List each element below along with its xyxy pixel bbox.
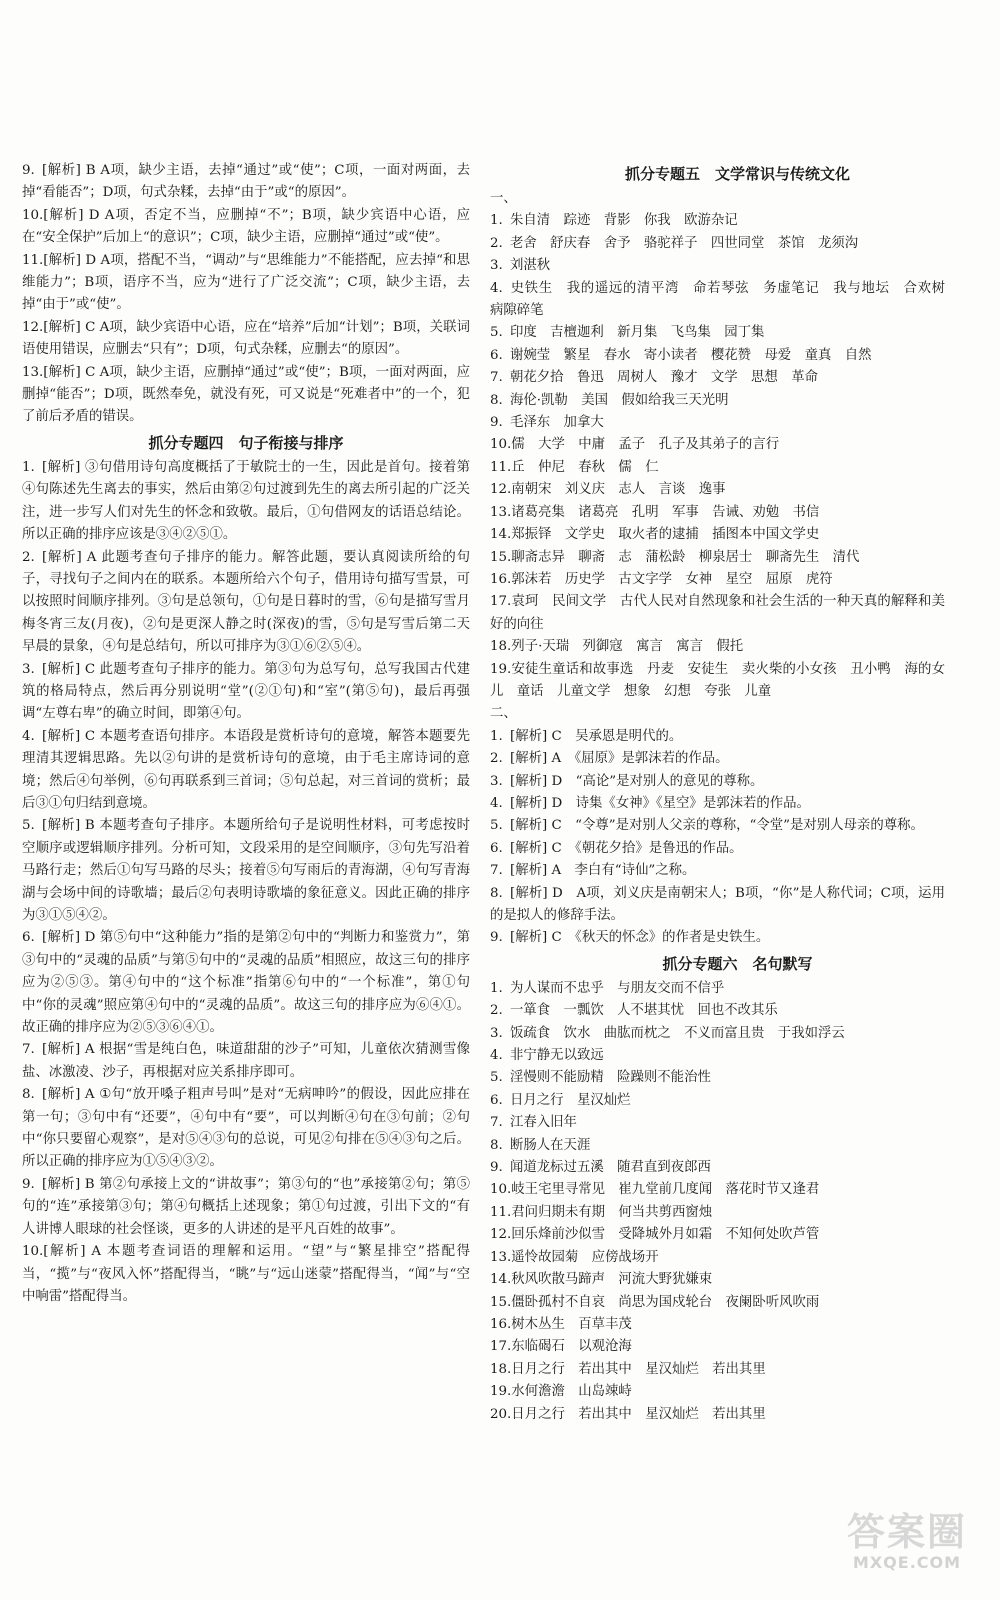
answer-number: 2. <box>22 549 35 565</box>
answer-number: 14. <box>490 1272 512 1288</box>
answer-item <box>490 1336 945 1358</box>
answer-text: 南朝宋 刘义庆 志人 言谈 逸事 <box>511 482 726 498</box>
answer-item <box>490 1359 945 1381</box>
answer-item <box>490 793 945 815</box>
answer-text: 日月之行 若出其中 星汉灿烂 若出其里 <box>511 1406 766 1422</box>
answer-item <box>490 726 945 748</box>
answer-number: 16. <box>490 1316 512 1332</box>
answer-number: 5. <box>22 818 35 834</box>
answer-item <box>490 1090 945 1112</box>
answer-item <box>490 927 945 949</box>
answer-text: 印度 吉檀迦利 新月集 飞鸟集 园丁集 <box>510 325 765 341</box>
answer-item <box>490 883 945 928</box>
answer-number: 8. <box>22 1087 35 1103</box>
answer-item <box>490 367 945 389</box>
answer-text: [解析] D 第⑤句中“这种能力”指的是第②句中的“判断力和鉴赏力”，第③句中的“灵魂的品质”与第⑤句中的“灵魂的品质”相照应，故这三句的排序应为②⑤③。第④句中的“这个标准”指第⑥句中的“一个标准”，第①句中“你的灵魂”照应第④句中的“灵魂的品质”。故这三句的排序应为⑥④①。故正确的排序应为②⑤③⑥④①。 <box>22 930 470 1036</box>
watermark-url: MXQE.COM <box>852 1553 962 1572</box>
answer-number: 2. <box>490 751 503 767</box>
answer-item <box>490 255 945 277</box>
answer-item <box>490 838 945 860</box>
answer-text: [解析] A 李白有“诗仙”之称。 <box>510 863 696 879</box>
watermark-logo <box>832 1512 982 1572</box>
answer-item <box>490 659 945 704</box>
answer-text: 江春入旧年 <box>510 1115 577 1131</box>
answer-text: 丘 仲尼 春秋 儒 仁 <box>511 459 659 475</box>
answer-number: 3. <box>490 773 503 789</box>
answer-text: 谢婉莹 繁星 春水 寄小读者 樱花赞 母爱 童真 自然 <box>510 347 872 363</box>
answer-text: 秋风吹散马蹄声 河流大野犹嫌束 <box>511 1272 713 1288</box>
answer-text: [解析] C A项，缺少宾语中心语，应在“培养”后加“计划”；B项，关联词语使用错误，应删去“只有”；D项，句式杂糅，应删去“的原因”。 <box>22 319 470 358</box>
answer-text: [解析] C A项，缺少主语，应删掉“通过”或“使”；B项，一面对两面，应删掉“能否”；D项，既然奉免，就没有死，可又说是“死难者中”的一个，犯了前后矛盾的错误。 <box>22 364 470 425</box>
section-heading-5: 抓分专题五 文学常识与传统文化 <box>624 165 850 183</box>
answer-item <box>22 659 470 726</box>
answer-number: 11. <box>490 1204 512 1220</box>
answer-text: [解析] B A项，缺少主语，去掉“通过”或“使”；C项，一面对两面，去掉“看能否”；D项，句式杂糅，去掉“由于”或“的原因”。 <box>22 163 470 201</box>
answer-number: 1. <box>22 459 35 475</box>
answer-text: [解析] A 本题考查词语的理解和运用。“望”与“繁星排空”搭配得当，“揽”与“夜风入怀”搭配得当，“眺”与“远山迷蒙”搭配得当，“闻”与“空中响雷”搭配得当。 <box>22 1244 470 1304</box>
answer-number: 10. <box>22 1244 44 1260</box>
answer-list-literature <box>490 210 959 703</box>
answer-item <box>22 547 470 659</box>
answer-text: 东临碣石 以观沧海 <box>511 1339 632 1355</box>
answer-number: 15. <box>490 1294 512 1310</box>
answer-item <box>22 1084 470 1174</box>
answer-item <box>490 322 945 344</box>
answer-text: 树木丛生 百草丰茂 <box>511 1316 632 1332</box>
answer-text: [解析] B 本题考查句子排序。本题所给句子是说明性材料，可考虑按时空顺序或逻辑顺序排列。分析可知，文段采用的是空间顺序，③句先写沿着马路行走；然后①句写马路的尽头；接着⑤句写雨后的青海湖，④句写青海湖与会场中间的诗歌墙；最后②句表明诗歌墙的象征意义。因此正确的排序为③①⑤④②。 <box>22 818 470 923</box>
answer-item <box>490 1112 945 1134</box>
answer-number: 10. <box>490 437 512 453</box>
section-heading-4: 抓分专题四 句子衔接与排序 <box>148 433 344 452</box>
answer-number: 7. <box>490 863 503 879</box>
answer-item <box>490 502 945 524</box>
answer-item <box>22 317 470 362</box>
answer-number: 4. <box>490 280 503 296</box>
answer-number: 9. <box>490 930 503 946</box>
answer-item <box>490 457 945 479</box>
answer-number: 1. <box>490 728 503 744</box>
answer-item <box>22 457 470 547</box>
answer-item <box>490 434 945 456</box>
answer-number: 18. <box>490 639 512 655</box>
answer-text: [解析] A ①句“放开嗓子粗声号叫”是对“无病呻吟”的假设，因此应排在第一句；③句中有“还要”，④句中有“要”，可以判断④句在③句前；②句中“你只要留心观察”，是对⑤④③句的总说，可见②句排在⑤④③句之后。所以正确的排序应为①⑤④③②。 <box>22 1087 470 1170</box>
part-two-label: 二、 <box>490 706 517 722</box>
answer-item <box>22 362 470 429</box>
answer-number: 17. <box>490 594 512 610</box>
answer-text: 闻道龙标过五溪 随君直到夜郎西 <box>510 1160 711 1176</box>
answer-number: 4. <box>22 728 35 744</box>
answer-text: 岐王宅里寻常见 崔九堂前几度闻 落花时节又逢君 <box>511 1182 820 1198</box>
answer-item <box>490 1202 945 1224</box>
answer-text: [解析] ③句借用诗句高度概括了于敏院士的一生，因此是首句。接着第④句陈述先生离去的事实，然后由第②句过渡到先生的离去所引起的广泛关注，进一步写人们对先生的怀念和致敬。最后，①句借网友的话语总结论。所以正确的排序应该是③④②⑤①。 <box>22 459 470 543</box>
answer-number: 6. <box>490 347 503 363</box>
answer-number: 6. <box>22 930 35 946</box>
answer-item <box>490 1404 945 1426</box>
answer-number: 8. <box>490 885 503 901</box>
answer-text: 刘湛秋 <box>510 258 551 274</box>
answer-number: 9. <box>490 415 503 431</box>
answer-number: 6. <box>490 840 503 856</box>
answer-number: 19. <box>490 661 512 677</box>
answer-text: 史铁生 我的遥远的清平湾 命若琴弦 务虚笔记 我与地坛 合欢树 病隙碎笔 <box>490 280 959 319</box>
answer-number: 6. <box>490 1092 503 1108</box>
answer-item <box>22 205 470 250</box>
answer-text: 为人谋而不忠乎 与朋友交而不信乎 <box>510 980 725 996</box>
answer-number: 18. <box>490 1361 512 1377</box>
answer-text: 日月之行 若出其中 星汉灿烂 若出其里 <box>511 1361 766 1377</box>
answer-item <box>22 1039 470 1084</box>
answer-text: 朝花夕拾 鲁迅 周树人 豫才 文学 思想 革命 <box>510 370 818 386</box>
answer-text: [解析] D “高论”是对别人的意见的尊称。 <box>510 773 764 789</box>
answer-text: 僵卧孤村不自哀 尚思为国戍轮台 夜阑卧听风吹雨 <box>511 1294 820 1310</box>
answer-text: 儒 大学 中庸 孟子 孔子及其弟子的言行 <box>511 437 780 453</box>
answer-text: [解析] A 此题考查句子排序的能力。解答此题，要认真阅读所给的句子，寻找句子之间内在的联系。本题所给六个句子，借用诗句描写雪景，可以按照时间顺序排列。③句是总领句，①句是日暮时的雪，⑥句是描写雪月梅冬宵三友(月夜)，②句是更深人静之时(深夜)的雪，⑤句是写雪后第二天早晨的景象，④句是总结句，所以可排序为③①⑥②⑤④。 <box>22 549 470 655</box>
answer-number: 2. <box>490 1003 503 1019</box>
answer-number: 7. <box>490 1115 503 1131</box>
answer-text: [解析] D 诗集《女神》《星空》是郭沫若的作品。 <box>510 795 810 811</box>
answer-text: 老舍 舒庆春 舍予 骆驼祥子 四世同堂 茶馆 龙须沟 <box>510 235 859 251</box>
answer-text: [解析] D A项，否定不当，应删掉“不”；B项，缺少宾语中心语，应在“安全保护”后加上“的意识”；C项，缺少主语，应删掉“通过”或“使”。 <box>22 207 470 246</box>
answer-number: 12. <box>490 1227 512 1243</box>
answer-item <box>490 524 945 546</box>
answer-text: [解析] C 《朝花夕拾》是鲁迅的作品。 <box>510 840 743 856</box>
answer-text: 郑振铎 文学史 取火者的逮捕 插图本中国文学史 <box>511 527 820 543</box>
answer-text: 一箪食 一瓢饮 人不堪其忧 回也不改其乐 <box>510 1003 778 1019</box>
answer-item <box>22 160 470 205</box>
answer-text: 毛泽东 加拿大 <box>510 415 604 431</box>
answer-text: 遥怜故园菊 应傍战场开 <box>511 1249 659 1265</box>
answer-text: 非宁静无以致远 <box>510 1048 604 1064</box>
right-column <box>490 160 959 1426</box>
answer-text: 郭沫若 历史学 古文字学 女神 星空 屈原 虎符 <box>511 571 833 587</box>
answer-text: 列子·天瑞 列御寇 寓言 寓言 假托 <box>511 639 744 655</box>
answer-item <box>490 1292 945 1314</box>
answer-text: 日月之行 星汉灿烂 <box>510 1092 631 1108</box>
answer-item <box>490 1067 945 1089</box>
answer-number: 3. <box>490 258 503 274</box>
answer-number: 13. <box>490 1249 512 1265</box>
answer-item <box>490 547 945 569</box>
answer-list-recitation <box>490 978 945 1426</box>
answer-item <box>490 815 945 837</box>
answer-text: 淫慢则不能励精 险躁则不能治性 <box>510 1070 711 1086</box>
answer-item <box>490 636 945 658</box>
answer-number: 12. <box>490 482 512 498</box>
answer-number: 16. <box>490 571 512 587</box>
answer-number: 17. <box>490 1339 512 1355</box>
answer-number: 1. <box>490 980 503 996</box>
answer-number: 2. <box>490 235 503 251</box>
answer-list-literature-choice <box>490 726 945 950</box>
answer-item <box>22 726 470 816</box>
answer-item <box>490 860 945 882</box>
answer-text: [解析] C 本题考查语句排序。本语段是赏析诗句的意境，解答本题要先理清其逻辑思路。先以②句讲的是赏析诗句的意境，由于毛主席诗词的意境；然后④句举例，⑥句再联系到三首词；⑤句总起，对三首词的赏析；最后③①句归结到意境。 <box>22 728 470 811</box>
answer-item <box>490 1269 945 1291</box>
answer-text: [解析] C “令尊”是对别人父亲的尊称，“令堂”是对别人母亲的尊称。 <box>510 818 924 834</box>
answer-text: 诸葛亮集 诸葛亮 孔明 军事 告诫、劝勉 书信 <box>511 504 820 520</box>
answer-text: 断肠人在天涯 <box>510 1137 591 1153</box>
answer-text: 朱自清 踪迹 背影 你我 欧游杂记 <box>510 213 738 229</box>
answer-item <box>490 1381 945 1403</box>
answer-item <box>22 250 470 317</box>
part-one-label: 一、 <box>490 191 517 206</box>
answer-number: 10. <box>490 1182 512 1198</box>
answer-text: 饭疏食 饮水 曲肱而枕之 不义而富且贵 于我如浮云 <box>510 1025 845 1041</box>
answer-item <box>490 210 945 232</box>
answer-text: 海伦·凯勒 美国 假如给我三天光明 <box>510 392 729 408</box>
answer-item <box>490 1000 945 1022</box>
answer-text: [解析] C 此题考查句子排序的能力。第③句为总写句，总写我国古代建筑的格局特点，然后再分别说明“堂”(②①句)和“室”(第⑤句)，最后再强调“左尊右卑”的确立时间，即第④句。 <box>22 661 470 722</box>
answer-number: 20. <box>490 1406 512 1422</box>
answer-number: 9. <box>22 1176 35 1192</box>
left-column <box>22 160 470 1308</box>
answer-item <box>490 1314 945 1336</box>
answer-text: 袁珂 民间文学 古代人民对自然现象和社会生活的一种天真的解释和美好的向往 <box>490 594 945 632</box>
answer-text: 水何澹澹 山岛竦峙 <box>511 1384 632 1400</box>
answer-number: 11. <box>22 252 44 268</box>
answer-item <box>490 1135 945 1157</box>
answer-item <box>490 479 945 501</box>
answer-number: 13. <box>22 364 44 380</box>
answer-list-sentence-errors <box>22 160 470 429</box>
answer-number: 1. <box>490 213 503 229</box>
answer-number: 15. <box>490 549 512 565</box>
answer-text: [解析] C 《秋天的怀念》的作者是史铁生。 <box>510 930 770 946</box>
answer-number: 9. <box>22 163 35 178</box>
answer-item <box>490 1224 945 1246</box>
answer-item <box>22 815 470 927</box>
answer-text: 回乐烽前沙似雪 受降城外月如霜 不知何处吹芦管 <box>511 1227 820 1243</box>
answer-item <box>490 1179 945 1201</box>
answer-text: [解析] B 第②句承接上文的“讲故事”；第③句的“也”承接第②句；第⑤句的“连”承接第③句；第④句概括上述现象；第①句过渡，引出下文的“有人讲博人眼球的社会怪谈，更多的人讲述的是平凡百姓的故事”。 <box>22 1176 470 1237</box>
answer-number: 3. <box>22 661 35 677</box>
answer-number: 4. <box>490 1048 503 1064</box>
answer-item <box>490 412 945 434</box>
answer-number: 8. <box>490 1137 503 1153</box>
answer-number: 10. <box>22 207 44 223</box>
answer-number: 5. <box>490 1070 503 1086</box>
answer-item <box>490 233 945 255</box>
answer-number: 14. <box>490 527 512 543</box>
watermark-logo-text: 答案圈 <box>846 1510 967 1554</box>
answer-item <box>490 771 945 793</box>
answer-text: 安徒生童话和故事选 丹麦 安徒生 卖火柴的小女孩 丑小鸭 海的女儿 童话 儿童文学 想象 幻想 夸张 儿童 <box>490 661 945 699</box>
answer-list-sentence-ordering <box>22 457 470 1308</box>
answer-number: 5. <box>490 818 503 834</box>
answer-item <box>490 390 945 412</box>
answer-item <box>490 1023 945 1045</box>
answer-item <box>490 569 945 591</box>
answer-number: 7. <box>22 1042 35 1058</box>
answer-item <box>490 1157 945 1179</box>
answer-number: 12. <box>22 319 44 335</box>
answer-number: 11. <box>490 459 512 475</box>
answer-number: 19. <box>490 1384 512 1400</box>
answer-text: 聊斋志异 聊斋 志 蒲松龄 柳泉居士 聊斋先生 清代 <box>511 549 860 565</box>
answer-text: [解析] A 根据“雪是纯白色，味道甜甜的沙子”可知，儿童依次猜测雪像盐、冰激凌、沙子，再根据对应关系排序即可。 <box>22 1042 470 1080</box>
answer-text: [解析] D A项，刘义庆是南朝宋人；B项，“你”是人称代词；C项，运用的是拟人的修辞手法。 <box>490 885 945 923</box>
answer-item <box>490 591 945 636</box>
section-heading-6: 抓分专题六 名句默写 <box>662 954 813 973</box>
answer-text: [解析] C 吴承恩是明代的。 <box>510 728 683 744</box>
answer-number: 8. <box>490 392 503 408</box>
answer-item <box>22 1241 470 1308</box>
answer-text: [解析] A 《屈原》是郭沫若的作品。 <box>510 751 729 767</box>
answer-text: [解析] D A项，搭配不当，“调动”与“思维能力”不能搭配，应去掉“和思维能力”；B项，语序不当，应为“进行了广泛交流”；C项，缺少主语，去掉“由于”或“使”。 <box>22 252 470 313</box>
answer-item <box>490 1045 945 1067</box>
answer-item <box>490 1247 945 1269</box>
answer-item <box>490 278 959 323</box>
answer-number: 7. <box>490 370 503 386</box>
answer-number: 13. <box>490 504 512 520</box>
answer-number: 3. <box>490 1025 503 1041</box>
answer-text: 君问归期未有期 何当共剪西窗烛 <box>511 1204 713 1220</box>
answer-item <box>22 1174 470 1241</box>
answer-item <box>490 345 945 367</box>
answer-item <box>490 978 945 1000</box>
answer-number: 9. <box>490 1160 503 1176</box>
answer-number: 4. <box>490 795 503 811</box>
answer-item <box>22 927 470 1039</box>
answer-number: 5. <box>490 325 503 341</box>
answer-item <box>490 748 945 770</box>
